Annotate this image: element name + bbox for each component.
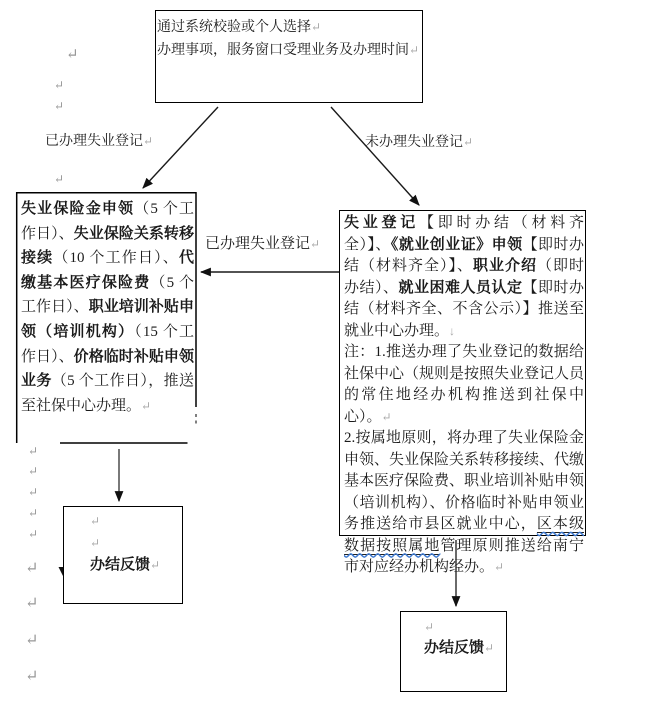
- branch-label-registered-middle: [205, 232, 320, 253]
- paragraph-mark: ↵: [311, 20, 322, 34]
- employment-center-services-text: [344, 213, 584, 579]
- text-run: 价格临时补贴申领业务: [21, 348, 194, 390]
- paragraph-mark: ↵: [25, 560, 39, 577]
- text-run: 注：1.推送办理了失业登记的数据给社保中心（规则是按照失业登记人员的常住地经办机构推送到社保中心）。: [344, 344, 585, 425]
- branch-label-unregistered: [365, 131, 473, 151]
- text-line: [157, 39, 421, 62]
- paragraph-mark: ↵: [381, 409, 392, 424]
- paragraph-mark: ↵: [54, 172, 65, 186]
- text-line: [424, 617, 508, 638]
- paragraph-mark: ↵: [409, 43, 420, 57]
- text-run: 管理原则推送给南宁市对应经办机构经办。: [344, 537, 584, 575]
- text-run: （5 个工作日），推送至社保中心办理。: [21, 373, 194, 414]
- paragraph-mark: ↵: [25, 632, 39, 649]
- paragraph-mark: ↓: [449, 323, 456, 338]
- branch-label-text: 未办理失业登记: [365, 135, 463, 150]
- text-line: [344, 342, 584, 428]
- text-run: 代缴基本医疗保险费: [21, 250, 194, 291]
- text-run: 【即时办结（材料齐全）】、: [344, 236, 584, 274]
- text-run: 【即时办结（材料齐全）】、: [344, 215, 584, 253]
- text-run: 失业登记: [344, 215, 419, 231]
- text-run: （即时办结）、: [344, 258, 584, 296]
- paragraph-mark: ↵: [484, 641, 495, 655]
- paragraph-mark: ↵: [54, 99, 65, 113]
- arrow-start-to-right-box: [331, 107, 419, 205]
- text-run: 办结反馈: [424, 640, 485, 656]
- text-run: 职业介绍: [472, 258, 537, 274]
- paragraph-mark: ↵: [25, 595, 39, 612]
- text-line: [90, 532, 182, 554]
- paragraph-mark: ↵: [28, 444, 39, 458]
- paragraph-mark: ↵: [424, 620, 435, 634]
- text-run: 2.按属地原则，将办理了失业保险金申领、失业保险关系转移接续、代缴基本医疗保险费、职业培训补贴申领（培训机构）、价格临时补贴申领业务推送给市县区就业中心，: [344, 430, 585, 532]
- text-run: 职业培训补贴申领（培训机构）: [21, 299, 194, 340]
- paragraph-mark: ↵: [66, 47, 79, 63]
- text-run: 办理事项，服务窗口受理业务及办理时间: [157, 43, 409, 58]
- branch-label-registered-left: [45, 130, 153, 150]
- paragraph-mark: ↵: [25, 668, 39, 685]
- paragraph-mark: ↵: [28, 464, 39, 478]
- paragraph-mark: ↵: [141, 398, 152, 413]
- branch-label-text: 已办理失业登记: [205, 236, 311, 252]
- text-run: 《就业创业证》申领: [390, 236, 523, 253]
- paragraph-mark: ↵: [28, 506, 39, 520]
- text-run: 失业保险关系转移接续: [21, 225, 194, 267]
- paragraph-mark: ↵: [90, 536, 101, 550]
- paragraph-mark: ↵: [150, 558, 161, 572]
- text-run: （15 个工作日）、: [21, 323, 194, 365]
- paragraph-mark: ↵: [463, 135, 474, 149]
- text-line: [90, 510, 182, 532]
- paragraph-mark: ↵: [28, 485, 39, 499]
- text-run: （5 个工作日）、: [21, 201, 194, 242]
- text-line: [90, 554, 182, 576]
- text-run: 就业困难人员认定: [398, 279, 523, 296]
- text-line: [344, 213, 584, 342]
- paragraph-mark: ↵: [310, 237, 321, 251]
- text-line: [157, 16, 421, 39]
- text-run: 【即时办结（材料齐全、不含公示）】推送至就业中心办理。: [344, 279, 584, 339]
- paragraph-mark: ↵: [54, 78, 65, 92]
- feedback-right-text: [424, 617, 508, 659]
- text-run: 失业保险金申领: [21, 201, 135, 217]
- paragraph-mark: ↵: [90, 514, 101, 528]
- paragraph-mark: ↵: [494, 560, 505, 574]
- text-run: 办结反馈: [90, 557, 151, 573]
- text-line: [424, 638, 508, 659]
- branch-label-text: 已办理失业登记: [45, 134, 143, 149]
- paragraph-mark: ↵: [28, 527, 39, 541]
- feedback-left-text: [90, 510, 182, 576]
- text-run: （10 个工作日）、: [53, 250, 179, 267]
- arrow-start-to-left-box: [143, 107, 218, 188]
- text-run: （5 个工作日）、: [21, 274, 194, 316]
- text-run: 通过系统校验或个人选择: [157, 20, 311, 35]
- social-insurance-services-text: [21, 197, 194, 418]
- paragraph-mark: ↵: [143, 134, 154, 148]
- text-line: [344, 428, 584, 579]
- start-box-text: [157, 16, 421, 62]
- text-run: 区本级数据按照属地: [344, 516, 584, 554]
